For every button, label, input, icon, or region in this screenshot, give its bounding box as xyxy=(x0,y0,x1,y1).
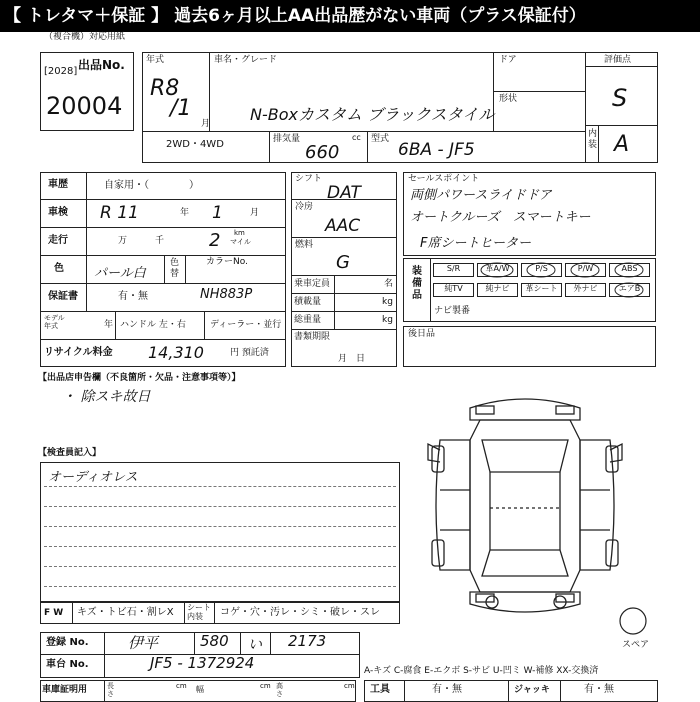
selling-point-line: 両側パワースライドドア xyxy=(410,188,552,203)
year-label: 年式 xyxy=(146,55,165,65)
inspection-value: R 11 xyxy=(100,203,139,223)
model-value: 6BA - JF5 xyxy=(398,140,475,160)
jack-label: ジャッキ xyxy=(514,685,550,695)
capacity-unit: 名 xyxy=(384,279,394,289)
shape-label: 形状 xyxy=(499,94,518,104)
seat-text: コゲ・穴・汚レ・シミ・破レ・スレ xyxy=(220,607,380,618)
score-label: 評価点 xyxy=(604,55,632,65)
year-value: R8 xyxy=(150,76,180,101)
lot-tag: [2028] xyxy=(44,66,78,77)
score-value: S xyxy=(612,84,628,112)
inspection-month: 1 xyxy=(212,203,223,223)
equip-ps: P/S xyxy=(521,263,562,277)
ac-label: 冷房 xyxy=(295,202,314,212)
spare-tire-icon xyxy=(618,606,648,640)
history-label: 車歴 xyxy=(48,179,68,190)
doc-unit: 月 日 xyxy=(338,354,366,364)
model-label: 型式 xyxy=(371,134,390,144)
interior-value: A xyxy=(614,132,630,157)
name-label: 車名・グレード xyxy=(214,55,278,65)
equip-pw: P/W xyxy=(565,263,606,277)
garage-cm-2: cm xyxy=(260,682,271,690)
color-value: パール白 xyxy=(94,266,146,281)
color-no-label: カラーNo. xyxy=(206,257,248,267)
selling-points-label: セールスポイント xyxy=(408,174,480,184)
mileage-mile-unit: マイル xyxy=(230,238,251,246)
month-unit: 月 xyxy=(201,119,211,129)
doc-label: 書類期限 xyxy=(294,332,331,342)
mileage-label: 走行 xyxy=(48,235,68,246)
spare-label: スペア xyxy=(622,640,650,650)
equip-leather-seat: 革シート xyxy=(521,283,562,297)
recycle-label: リサイクル料金 xyxy=(44,347,113,358)
garage-cm-3: cm xyxy=(344,682,355,690)
recycle-value: 14,310 xyxy=(148,343,204,362)
handle-label: ハンドル 左・右 xyxy=(120,320,186,330)
mileage-sen-unit: 千 xyxy=(155,236,165,246)
mileage-km-unit: km xyxy=(234,229,245,237)
inspection-year-unit: 年 xyxy=(180,208,190,218)
fw-text: キズ・トビ石・割レX xyxy=(77,607,174,618)
garage-length: 長さ xyxy=(107,682,114,698)
retrofit-label: 後日品 xyxy=(408,329,436,339)
garage-width: 幅 xyxy=(196,685,204,694)
banner-title: 【 トレタマ＋保証 】 過去6ヶ月以上AA出品歴がない車両（プラス保証付） xyxy=(0,0,700,32)
tools-options: 有・無 xyxy=(432,684,462,695)
lot-number: 20004 xyxy=(46,92,123,120)
jack-options: 有・無 xyxy=(584,684,614,695)
inspection-label: 車検 xyxy=(48,207,68,218)
registration-class: 580 xyxy=(200,632,229,650)
remarks-label: 【出品店申告欄（不良箇所・欠品・注意事項等）】 xyxy=(38,373,241,383)
displacement-value: 660 xyxy=(305,142,340,163)
retrofit-box xyxy=(403,326,656,367)
displacement-label: 排気量 xyxy=(273,134,301,144)
garage-label: 車庫証明用 xyxy=(42,685,88,695)
color-change-label: 色替 xyxy=(170,258,180,279)
month-value: /1 xyxy=(170,96,192,121)
load-label: 積載量 xyxy=(294,297,322,307)
selling-point-line: オートクルーズ スマートキー xyxy=(410,210,591,225)
equip-sr: S/R xyxy=(433,263,474,277)
lot-label: 出品No. xyxy=(78,58,125,72)
ac-value: AAC xyxy=(325,216,361,236)
details-box xyxy=(40,172,286,367)
garage-height: 高さ xyxy=(276,682,283,698)
mileage-man-unit: 万 xyxy=(118,236,128,246)
warranty-options: 有・無 xyxy=(118,291,148,302)
recycle-unit: 円 預託済 xyxy=(230,348,269,358)
capacity-label: 乗車定員 xyxy=(294,279,331,289)
equipment-label: 装備品 xyxy=(412,266,422,301)
dealer-label: ディーラー・並行 xyxy=(210,320,282,330)
color-label: 色 xyxy=(54,263,64,274)
car-diagram xyxy=(420,380,640,620)
gross-unit: kg xyxy=(382,315,393,325)
registration-number: 2173 xyxy=(288,632,327,650)
fw-label: F W xyxy=(44,608,64,618)
door-label: ドア xyxy=(499,55,517,65)
load-unit: kg xyxy=(382,297,393,307)
sub-note: （複合機）対応用紙 xyxy=(44,32,126,42)
interior-label: 内装 xyxy=(588,129,598,150)
cc-unit: cc xyxy=(352,133,361,142)
fuel-value: G xyxy=(336,252,350,273)
equip-abs: ABS xyxy=(609,263,650,277)
equip-tv: 純TV xyxy=(433,283,474,297)
selling-point-line: F席シートヒーター xyxy=(420,236,531,251)
damage-legend: A-キズ C-腐食 E-エクボ S-サビ U-凹ミ W-補修 XX-交換済 xyxy=(364,666,599,676)
equip-ext-navi: 外ナビ xyxy=(565,283,606,297)
garage-cm-1: cm xyxy=(176,682,187,690)
gross-label: 総重量 xyxy=(294,315,322,325)
equip-navi: 純ナビ xyxy=(477,283,518,297)
inspector-value: オーディオレス xyxy=(48,470,138,485)
equip-airbag: エアB xyxy=(609,283,650,297)
tools-label: 工具 xyxy=(370,684,390,695)
navi-serial-label: ナビ製番 xyxy=(434,306,471,316)
mileage-value: 2 xyxy=(209,230,221,251)
registration-kana: い xyxy=(248,637,262,653)
model-year-label: モデル年式 xyxy=(44,314,65,330)
chassis-label: 車台 No. xyxy=(46,659,89,670)
remarks-value: ・ 除スキ故日 xyxy=(62,389,151,405)
shift-value: DAT xyxy=(327,183,361,203)
equip-leather-aw: 革A/W xyxy=(477,263,518,277)
history-options: 自家用・（ ） xyxy=(104,180,199,191)
chassis-value: JF5 - 1372924 xyxy=(150,654,255,672)
inspector-label: 【検査員記入】 xyxy=(38,448,102,458)
inspection-month-unit: 月 xyxy=(250,208,260,218)
equipment-circle-marks xyxy=(433,261,651,301)
warranty-label: 保証書 xyxy=(48,291,78,302)
name-value: N-Boxカスタム ブラックスタイル xyxy=(250,105,495,124)
model-year-unit: 年 xyxy=(104,320,114,330)
shift-label: シフト xyxy=(295,174,323,184)
fuel-label: 燃料 xyxy=(295,240,314,250)
seat-label: シート内装 xyxy=(187,603,211,621)
color-no-value: NH883P xyxy=(200,287,253,302)
registration-label: 登録 No. xyxy=(46,637,89,648)
registration-region: 伊平 xyxy=(128,634,159,652)
drive-label: 2WD・4WD xyxy=(166,139,224,150)
